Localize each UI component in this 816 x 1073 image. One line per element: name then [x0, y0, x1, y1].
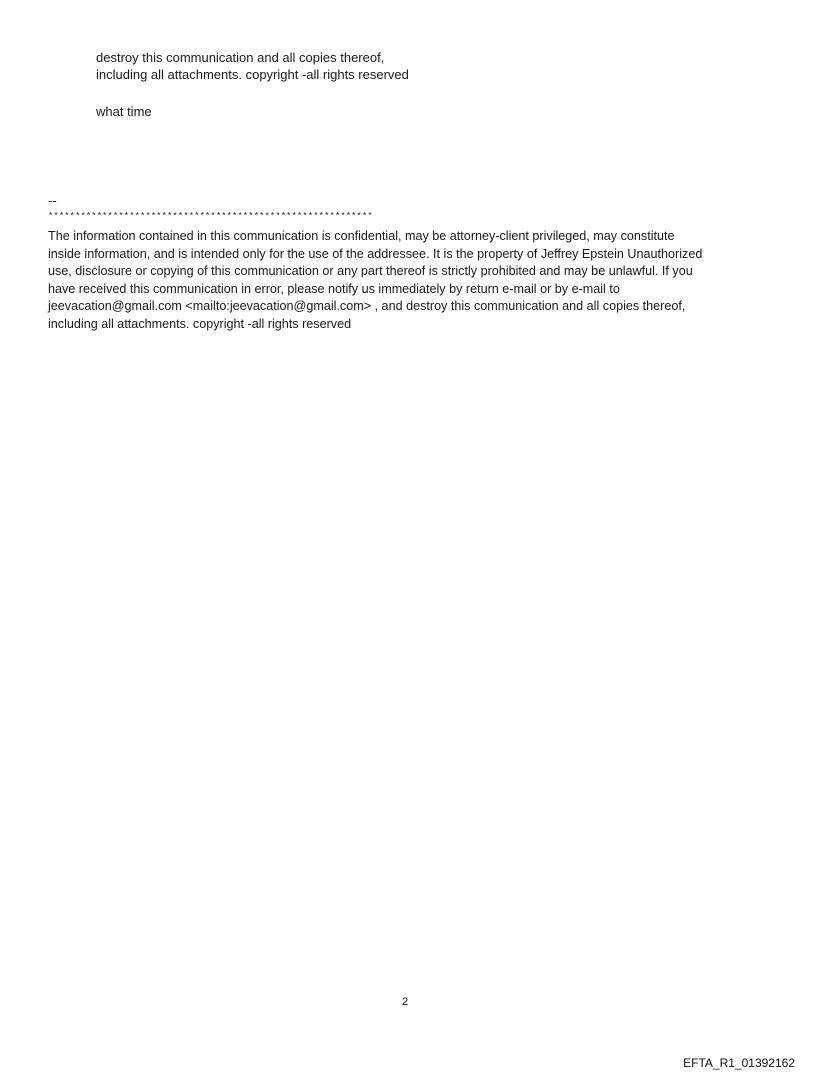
disclaimer-line: have received this communication in error, please notify us immediately by return e-mail or by e-mail to [48, 281, 620, 296]
confidentiality-disclaimer [48, 228, 778, 333]
quoted-line: including all attachments. copyright -all rights reserved [96, 67, 409, 82]
bates-number: EFTA_R1_01392162 [683, 1056, 795, 1070]
page-number: 2 [402, 996, 409, 1008]
disclaimer-line: inside information, and is intended only for the use of the addressee. It is the property of Jeffrey Epstein Unauthorized [48, 246, 703, 261]
disclaimer-line: The information contained in this communication is confidential, may be attorney-client privileged, may constitute [48, 229, 675, 243]
quoted-disclaimer-block [96, 49, 736, 83]
disclaimer-line: use, disclosure or copying of this communication or any part thereof is strictly prohibited and may be unlawful. If you [48, 264, 693, 278]
disclaimer-line: jeevacation@gmail.com <mailto:jeevacation@gmail.com> , and destroy this communication and all copies thereof, [48, 299, 686, 313]
reply-text: what time [96, 104, 152, 119]
disclaimer-line: including all attachments. copyright -all rights reserved [48, 316, 352, 331]
signature-separator: -- [48, 193, 57, 208]
signature-stars: ************************************************************ [48, 211, 373, 221]
quoted-line: destroy this communication and all copies thereof, [96, 50, 385, 65]
